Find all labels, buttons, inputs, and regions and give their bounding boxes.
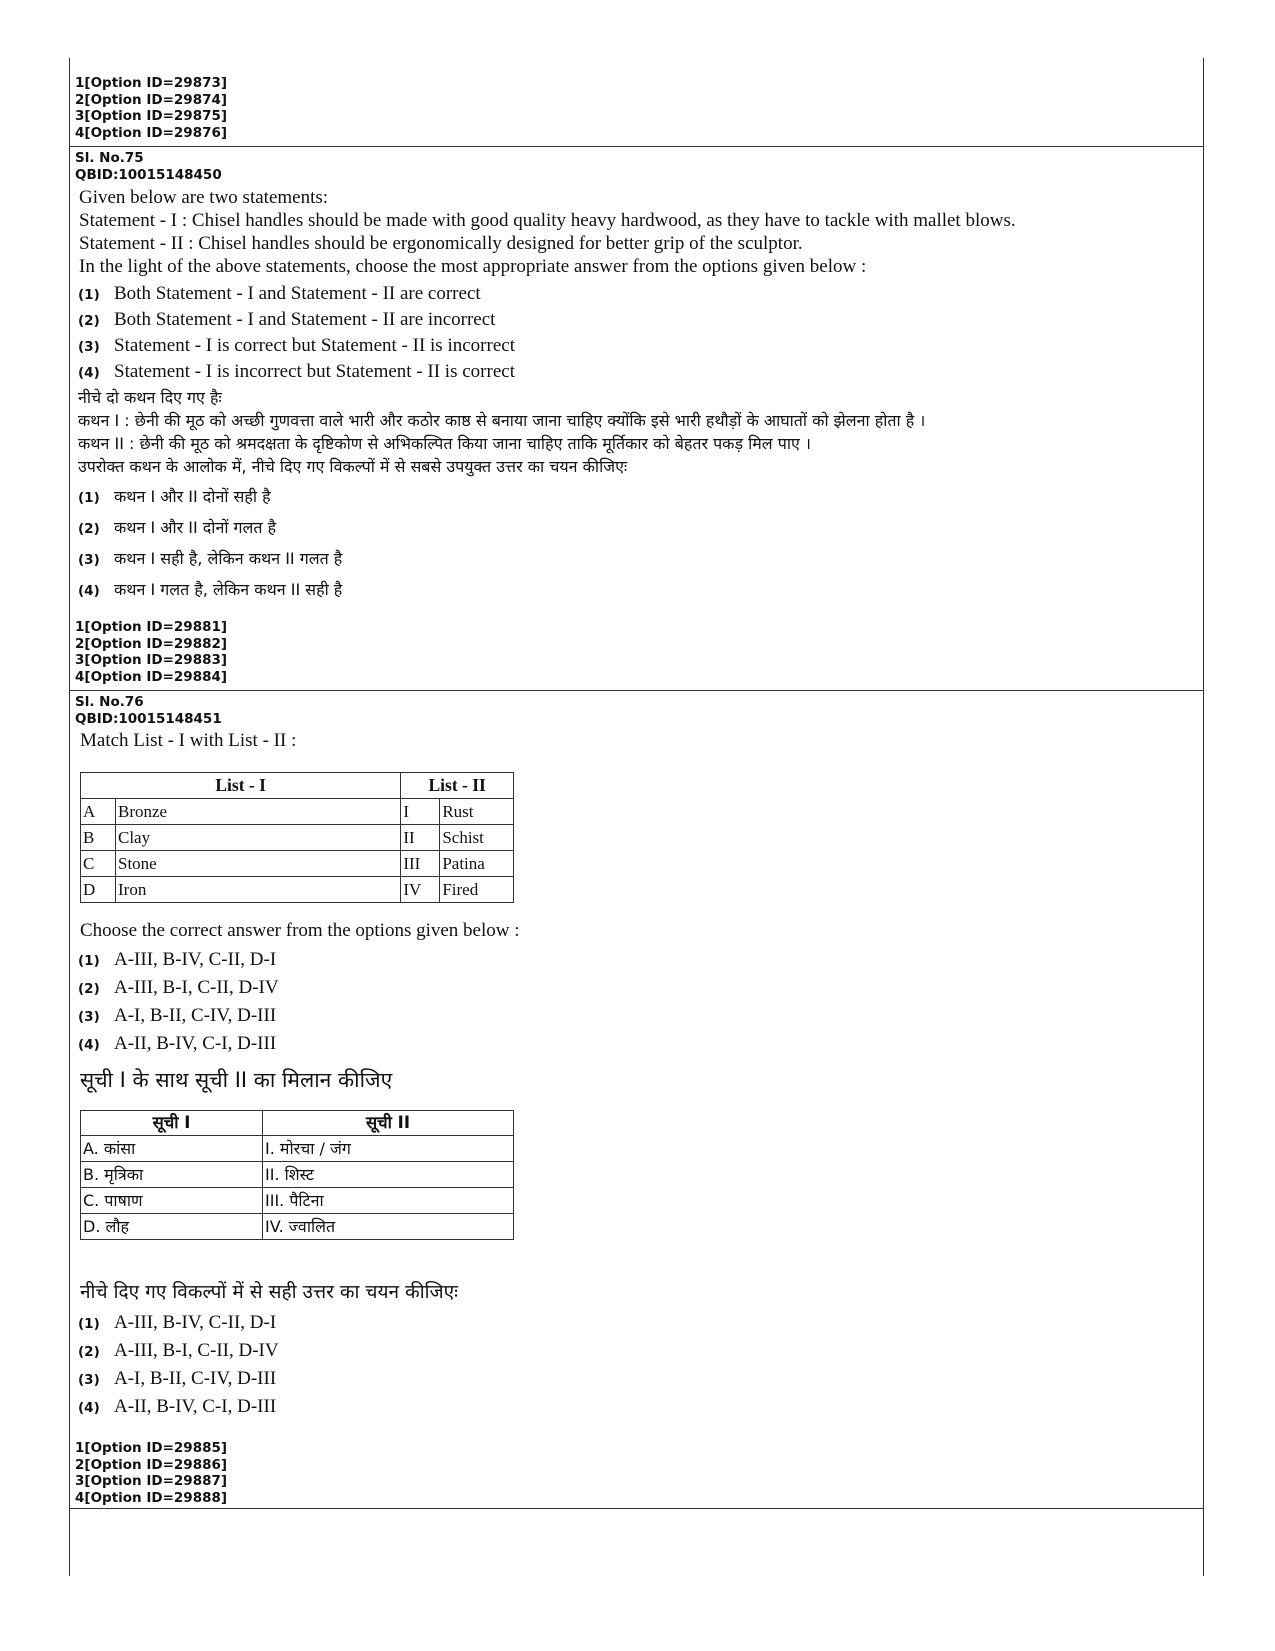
- option-number: (2): [78, 981, 100, 997]
- option-number: (4): [78, 583, 100, 599]
- table-cell: Rust: [440, 799, 514, 825]
- option-text: कथन I और II दोनों सही है: [114, 487, 271, 506]
- option: [78, 308, 515, 334]
- table-row: [81, 1214, 514, 1240]
- table-cell: IV: [401, 877, 440, 903]
- table-cell: C: [81, 851, 116, 877]
- option-id: 4[Option ID=29876]: [75, 124, 228, 141]
- option-number: (4): [78, 1037, 100, 1053]
- option-text: A-III, B-IV, C-II, D-I: [114, 1312, 277, 1333]
- table-cell: C. पाषाण: [81, 1188, 263, 1214]
- table-header: सूची II: [263, 1111, 514, 1136]
- option-id: 2[Option ID=29886]: [75, 1456, 228, 1473]
- option-text: A-I, B-II, C-IV, D-III: [114, 1005, 277, 1026]
- stem-line: उपरोक्त कथन के आलोक में, नीचे दिए गए विकल्पों में से सबसे उपयुक्त उत्तर का चयन कीजिएः: [78, 457, 628, 476]
- stem-line: Statement - I : Chisel handles should be made with good quality heavy hardwood, as they have to tackle with mallet blows.: [79, 210, 1016, 231]
- table-row: [81, 825, 514, 851]
- table-cell: III. पैटिना: [263, 1188, 514, 1214]
- table-cell: Fired: [440, 877, 514, 903]
- option-text: A-III, B-IV, C-II, D-I: [114, 949, 277, 970]
- option-number: (1): [78, 490, 100, 506]
- option-number: (2): [78, 1344, 100, 1360]
- option-number: (3): [78, 552, 100, 568]
- stem-line: कथन II : छेनी की मूठ को श्रमदक्षता के दृष्टिकोण से अभिकल्पित किया जाना चाहिए ताकि मूर्तिकार को बेहतर पकड़ मिल पाए ।: [78, 434, 811, 453]
- option: [78, 1311, 279, 1339]
- question-divider: [69, 690, 1203, 691]
- option-number: (3): [78, 339, 100, 355]
- q76-hindi-choose: नीचे दिए गए विकल्पों में से सही उत्तर का चयन कीजिएः: [80, 1281, 458, 1303]
- table-row: [81, 1162, 514, 1188]
- stem-line: कथन I : छेनी की मूठ को अच्छी गुणवत्ता वाले भारी और कठोर काष्ठ से बनाया जाना चाहिए क्योंकि इसे भारी हथौड़ों के आघातों को झेलना होता है ।: [78, 411, 926, 430]
- stem-line: नीचे दो कथन दिए गए हैः: [78, 388, 222, 407]
- q76-hindi-match-table: [80, 1110, 514, 1240]
- option: [78, 547, 342, 578]
- option-id: 2[Option ID=29874]: [75, 91, 228, 108]
- option: [78, 976, 279, 1004]
- option-id: 3[Option ID=29875]: [75, 108, 228, 124]
- table-cell: Stone: [116, 851, 401, 877]
- q74-option-ids: [75, 75, 227, 141]
- option-number: (1): [78, 287, 100, 303]
- option-text: कथन I सही है, लेकिन कथन II गलत है: [114, 549, 343, 568]
- option-number: (4): [78, 365, 100, 381]
- option-text: A-II, B-IV, C-I, D-III: [114, 1396, 277, 1417]
- option-number: (2): [78, 313, 100, 329]
- option: [78, 1004, 279, 1032]
- option-text: A-I, B-II, C-IV, D-III: [114, 1368, 277, 1389]
- q75-english-stem: [79, 186, 1194, 278]
- table-cell: Patina: [440, 851, 514, 877]
- option: [78, 516, 342, 547]
- option-number: (3): [78, 1009, 100, 1025]
- q75-english-options: [78, 282, 515, 386]
- option-text: A-III, B-I, C-II, D-IV: [114, 977, 279, 998]
- option-id: 1[Option ID=29873]: [75, 75, 228, 91]
- table-cell: II: [401, 825, 440, 851]
- table-cell: B. मृत्रिका: [81, 1162, 263, 1188]
- option-text: कथन I और II दोनों गलत है: [114, 518, 277, 537]
- table-cell: Bronze: [116, 799, 401, 825]
- table-row: [81, 851, 514, 877]
- option-id: 2[Option ID=29882]: [75, 635, 228, 652]
- option-text: Both Statement - I and Statement - II are correct: [114, 283, 481, 304]
- table-cell: Clay: [116, 825, 401, 851]
- q76-english-match-table: [80, 772, 514, 903]
- option: [78, 1339, 279, 1367]
- table-header: List - I: [81, 773, 401, 799]
- serial-number: Sl. No.76: [75, 694, 144, 710]
- q76-header: [75, 694, 222, 727]
- q76-hindi-options: [78, 1311, 279, 1423]
- table-cell: A: [81, 799, 116, 825]
- option: [78, 282, 515, 308]
- table-row: [81, 1136, 514, 1162]
- q75-header: [75, 150, 222, 183]
- q76-option-ids: [75, 1440, 227, 1506]
- table-cell: I. मोरचा / जंग: [263, 1136, 514, 1162]
- option-text: Statement - I is correct but Statement - II is incorrect: [114, 335, 515, 356]
- option: [78, 485, 342, 516]
- option: [78, 1032, 279, 1060]
- table-header: सूची I: [81, 1111, 263, 1136]
- question-divider: [69, 1508, 1203, 1509]
- option-number: (3): [78, 1372, 100, 1388]
- option-text: Statement - I is incorrect but Statement - II is correct: [114, 361, 515, 382]
- option-number: (2): [78, 521, 100, 537]
- q75-option-ids: [75, 619, 227, 685]
- option-id: 3[Option ID=29887]: [75, 1473, 228, 1489]
- table-cell: IV. ज्वालित: [263, 1214, 514, 1240]
- serial-number: Sl. No.75: [75, 150, 144, 166]
- stem-line: In the light of the above statements, choose the most appropriate answer from the options given below :: [79, 256, 867, 277]
- question-bank-id: QBID:10015148451: [75, 710, 222, 727]
- option-text: A-II, B-IV, C-I, D-III: [114, 1033, 277, 1054]
- table-cell: A. कांसा: [81, 1136, 263, 1162]
- option-number: (1): [78, 953, 100, 969]
- stem-line: Statement - II : Chisel handles should be ergonomically designed for better grip of the sculptor.: [79, 233, 803, 254]
- option-text: Both Statement - I and Statement - II are incorrect: [114, 309, 496, 330]
- table-cell: I: [401, 799, 440, 825]
- option: [78, 578, 342, 609]
- table-cell: B: [81, 825, 116, 851]
- q75-hindi-options: [78, 485, 342, 609]
- table-cell: Schist: [440, 825, 514, 851]
- table-cell: D. लौह: [81, 1214, 263, 1240]
- option-number: (4): [78, 1400, 100, 1416]
- table-row: [81, 1188, 514, 1214]
- table-cell: Iron: [116, 877, 401, 903]
- question-divider: [69, 146, 1203, 147]
- option: [78, 1395, 279, 1423]
- option: [78, 334, 515, 360]
- table-cell: II. शिस्ट: [263, 1162, 514, 1188]
- q76-english-options: [78, 948, 279, 1060]
- option-number: (1): [78, 1316, 100, 1332]
- question-bank-id: QBID:10015148450: [75, 166, 222, 183]
- q76-english-choose: Choose the correct answer from the options given below :: [80, 920, 520, 941]
- option-text: A-III, B-I, C-II, D-IV: [114, 1340, 279, 1361]
- stem-line: Given below are two statements:: [79, 187, 329, 208]
- option-id: 1[Option ID=29881]: [75, 619, 228, 635]
- q76-english-prompt: Match List - I with List - II :: [80, 730, 297, 751]
- option-id: 3[Option ID=29883]: [75, 652, 228, 668]
- option-text: कथन I गलत है, लेकिन कथन II सही है: [114, 580, 343, 599]
- option: [78, 360, 515, 386]
- q75-hindi-stem: [78, 386, 1193, 478]
- q76-hindi-prompt: सूची I के साथ सूची II का मिलान कीजिए: [80, 1068, 393, 1092]
- table-cell: III: [401, 851, 440, 877]
- option: [78, 1367, 279, 1395]
- table-cell: D: [81, 877, 116, 903]
- option-id: 1[Option ID=29885]: [75, 1440, 228, 1456]
- option-id: 4[Option ID=29888]: [75, 1489, 228, 1506]
- table-row: [81, 799, 514, 825]
- table-header: List - II: [401, 773, 514, 799]
- option-id: 4[Option ID=29884]: [75, 668, 228, 685]
- table-row: [81, 877, 514, 903]
- option: [78, 948, 279, 976]
